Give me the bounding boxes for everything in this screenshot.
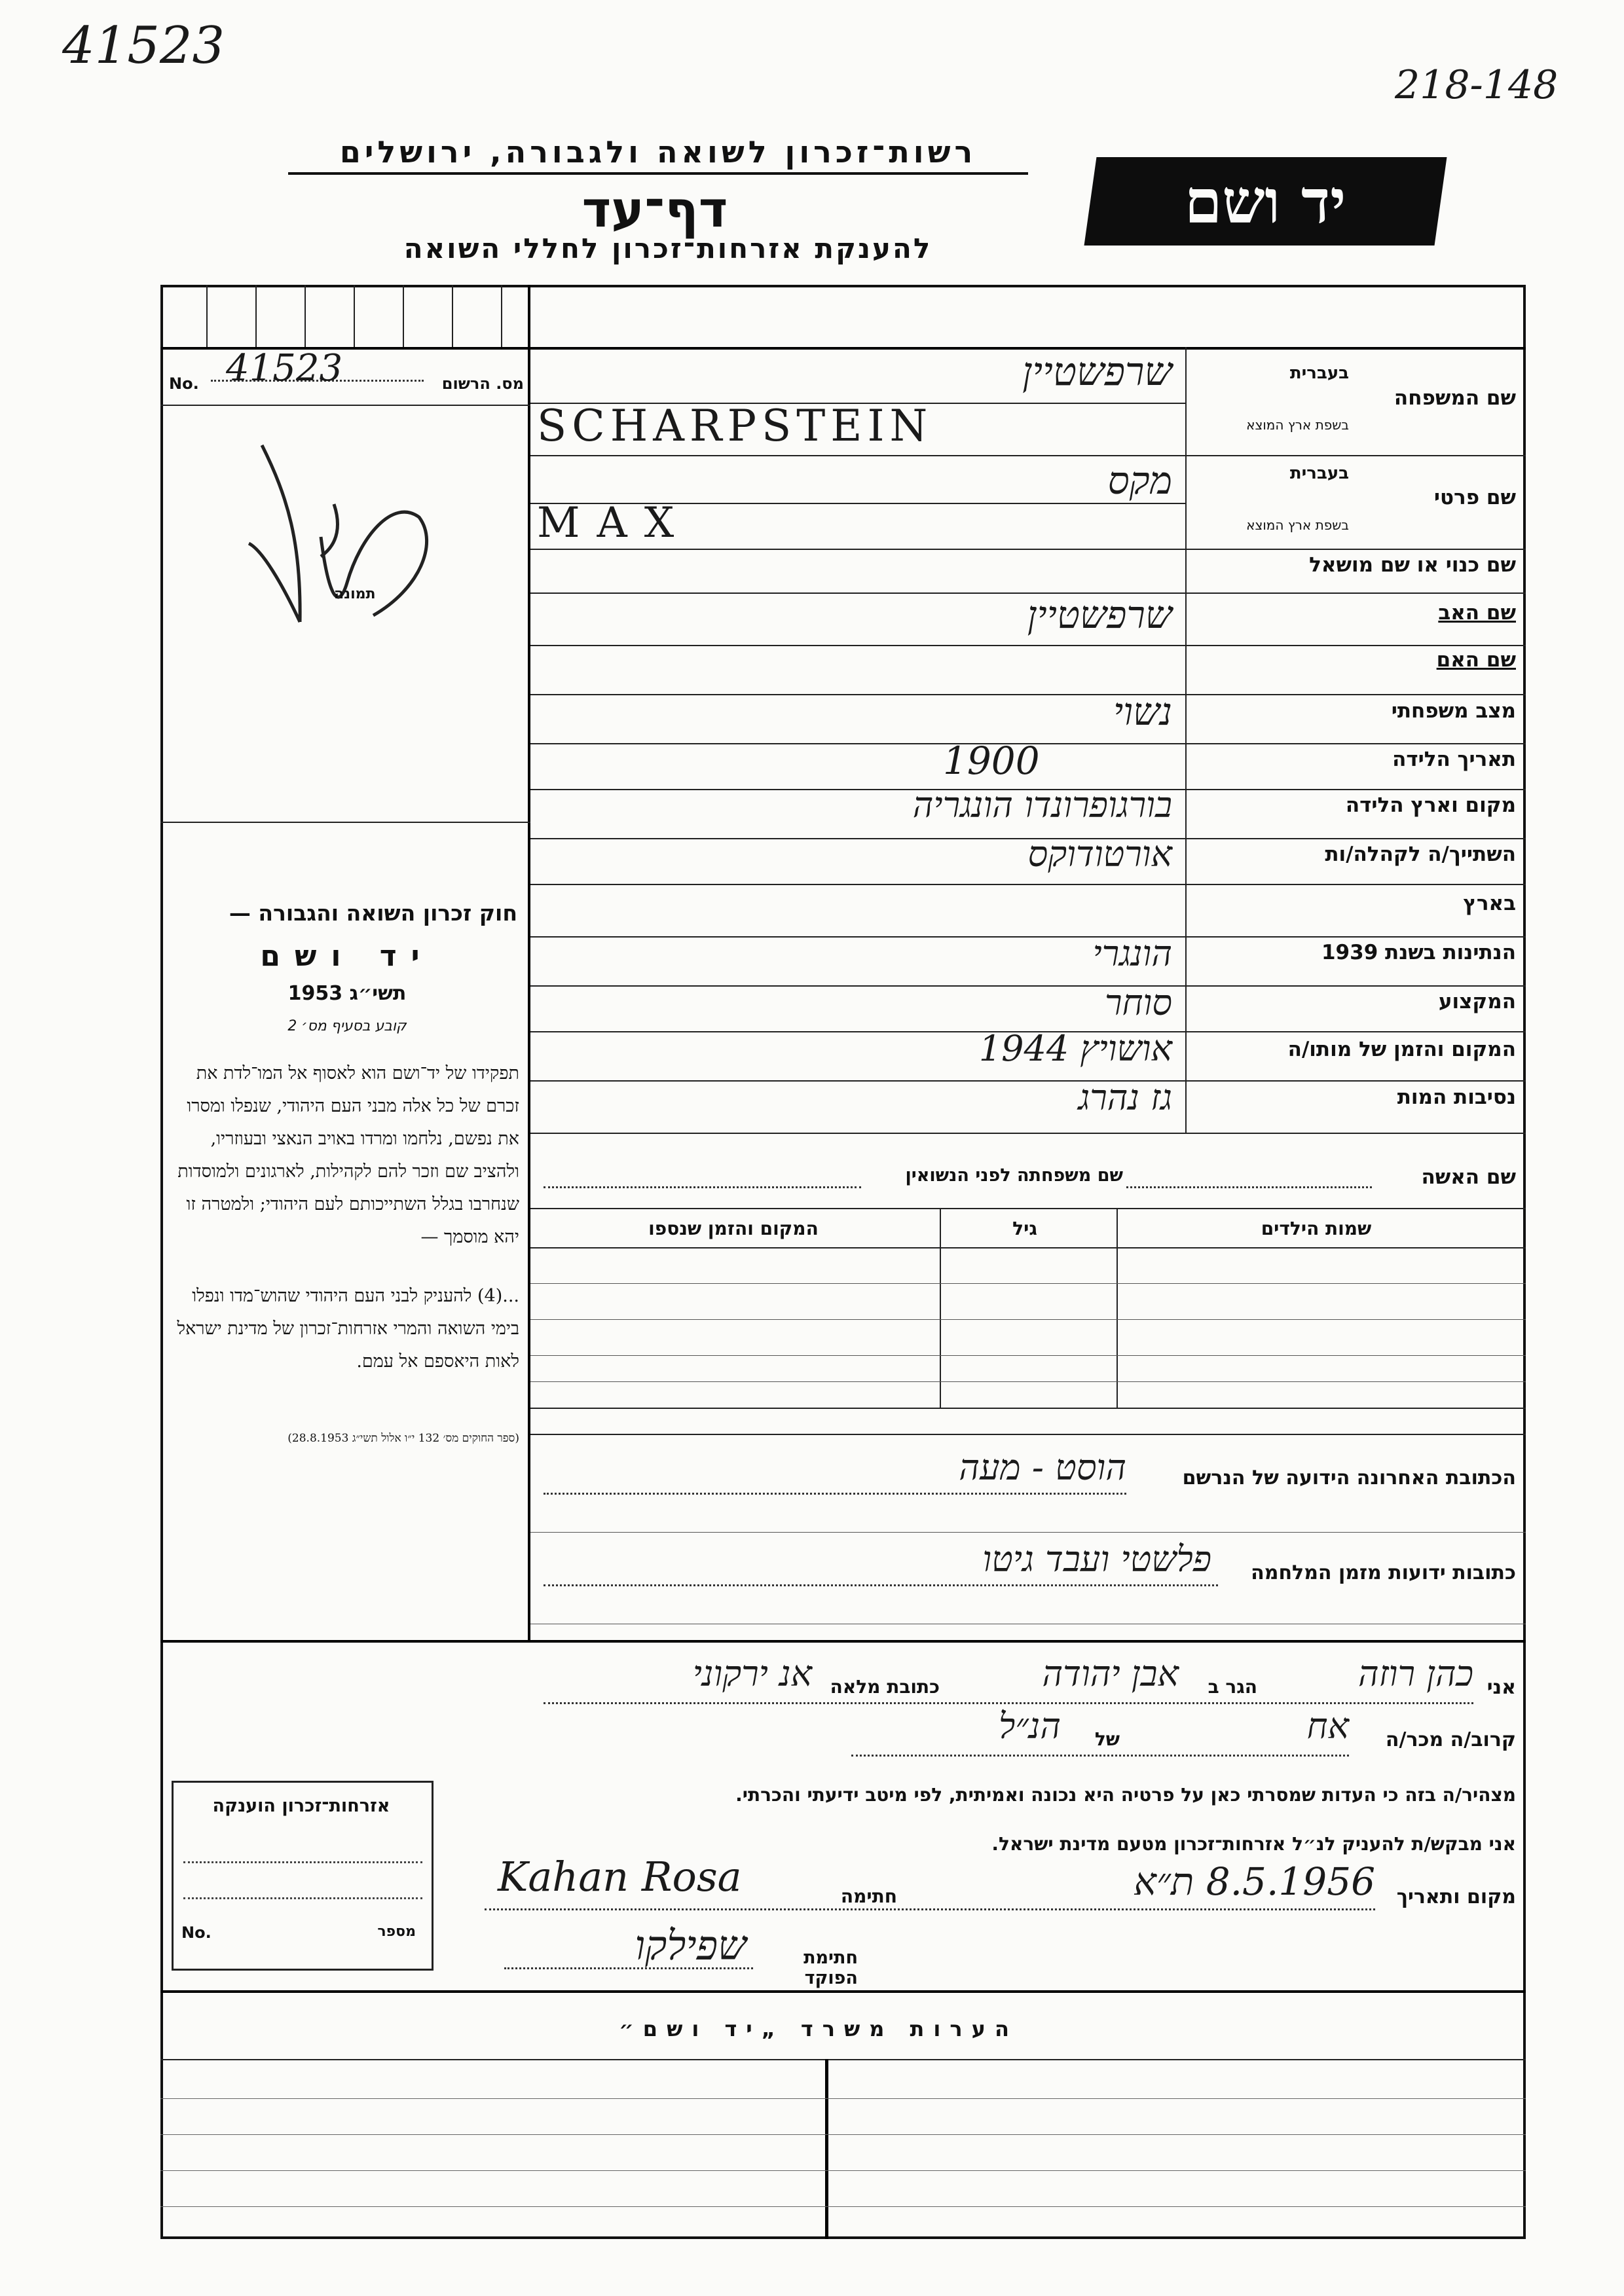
authority-title: רשות־זכרון לשואה ולגבורה, ירושלים <box>288 134 1028 175</box>
wife-field <box>1126 1186 1372 1188</box>
label-community: השתייך/ה לקהלה/ות <box>1325 843 1516 866</box>
page-subtitle: להענקת אזרחות־זכרון לחללי השואה <box>403 232 932 264</box>
decl-signature-label: חתימה <box>840 1886 897 1907</box>
decl-relative-label: קרוב/ה מכר/ה <box>1385 1728 1516 1751</box>
label-first-origin: בשפת ארץ המוצא <box>1246 517 1349 533</box>
archive-code: 218-148 <box>1395 62 1559 108</box>
handwritten-registration-number: 41523 <box>62 16 225 75</box>
value-war-addresses: פלשטי ועבד גיטו <box>982 1539 1211 1580</box>
citizenship-no-label: No. <box>181 1923 212 1942</box>
label-first-name: שם פרטי <box>1433 486 1516 509</box>
citizenship-box-title: אזרחות־זכרון הוענקה <box>212 1796 390 1816</box>
value-last-address: הוסט - מעה <box>959 1447 1126 1488</box>
decl-statement: מצהיר/ה בזה כי העדות שמסרתי כאן על פרטיה היא נכונה ואמיתית, לפי מיטב ידיעתי והכרתי. <box>735 1784 1516 1806</box>
value-family-origin: SCHARPSTEIN <box>537 401 933 451</box>
label-family-origin: בשפת ארץ המוצא <box>1246 417 1349 433</box>
decl-of-label: של <box>1094 1728 1120 1750</box>
wife-maiden-field <box>544 1186 861 1188</box>
page-title: דף־עד <box>581 180 728 238</box>
label-country: בארץ <box>1463 892 1516 915</box>
children-header-place: המקום והזמן שנספו <box>648 1218 819 1239</box>
law-source: (ספר החוקים מס׳ 132 י״ו אלול תשי״ג 28.8.1953) <box>287 1432 519 1445</box>
decl-request: אני מבקש/ת להעניק לנ״ל אזרחות־זכרון מטעם מדינת ישראל. <box>991 1833 1516 1855</box>
value-death-place-time: אושויץ 1944 <box>978 1028 1172 1069</box>
law-text-2: ...(4) להעניק לבני העם היהודי שהוש־מדו ונפלו בימי השואה והמרי אזרחות־זכרון של מדינת ישראל לאות היאספם אל עמם. <box>177 1286 519 1372</box>
children-header-age: גיל <box>1012 1218 1037 1239</box>
label-mother-name: שם האם <box>1436 648 1516 672</box>
decl-of-value: הנ״ל <box>999 1705 1061 1747</box>
label-birth-date: תאריך הלידה <box>1392 748 1516 771</box>
value-first-hebrew: מקס <box>1107 458 1172 503</box>
remarks-title: הערות משרד „יד ושם״ <box>619 2016 1018 2041</box>
photo-label: תמונה <box>334 586 376 602</box>
decl-resides-label: הגר ב <box>1208 1676 1257 1698</box>
citizenship-box <box>172 1781 434 1971</box>
label-marital-status: מצב משפחתי <box>1391 699 1516 723</box>
value-birth-date: 1900 <box>943 738 1040 783</box>
decl-address-label: כתובת מלאה <box>830 1676 940 1698</box>
value-family-hebrew: שרפשטיין <box>1022 349 1172 395</box>
decl-place-date-label: מקום ותאריך <box>1396 1886 1516 1908</box>
value-nationality-1939: הונגרי <box>1092 933 1172 974</box>
label-nationality-1939: הנתינות בשנת 1939 <box>1321 941 1516 964</box>
decl-i-value: כהן רוזה <box>1357 1653 1473 1694</box>
value-father-name: שרפשטיין <box>1027 592 1172 637</box>
label-nickname: שם כנוי או שם מושאל <box>1309 553 1516 577</box>
label-war-addresses: כתובות ידועות מזמן המלחמה <box>1251 1561 1516 1584</box>
registration-hebrew-label: מס. הרשום <box>441 374 524 393</box>
label-father-name: שם האב <box>1438 601 1516 625</box>
label-profession: המקצוע <box>1438 990 1516 1013</box>
value-birth-place: בורגופרונדו הונגריה <box>912 784 1172 826</box>
label-death-place-time: המקום והזמן של מותו/ה <box>1287 1038 1516 1061</box>
decl-resides-value: אבן יהודה <box>1042 1653 1179 1694</box>
label-family-hebrew: בעברית <box>1289 363 1349 383</box>
law-text-1: תפקידו של יד־ושם הוא לאסוף אל המו־לדת את זכרם של כל אלה מבני העם היהודי, שנפלו ומסרו את נפשם, נלחמו ומרדו באויב הנאצי ובעוזריו, ולהציב שם וזכר להם לקהילות, לארגונים ולמוסדות שנחרבו בגלל השתייכותם לעם היהודי; ולמטרה זו יהא מוסמך — <box>177 1063 519 1247</box>
label-first-hebrew: בעברית <box>1289 464 1349 483</box>
decl-relative-value: אח <box>1306 1705 1349 1747</box>
law-year: תשי״ג 1953 <box>287 982 407 1005</box>
label-last-address: הכתובת האחרונה הידועה של הנרשם <box>1182 1467 1516 1489</box>
photo-signature-scribble <box>223 419 511 681</box>
decl-place-date-value: 8.5.1956 ת״א <box>1134 1859 1375 1904</box>
label-wife-maiden: שם משפחתה לפני הנשואין <box>905 1165 1123 1186</box>
photo-area <box>223 419 511 681</box>
value-first-origin: MAX <box>537 499 692 547</box>
value-community: אורטודוקס <box>1027 833 1172 875</box>
label-family-name: שם המשפחה <box>1393 386 1516 410</box>
decl-i-label: אני <box>1486 1676 1516 1699</box>
value-profession: סוחר <box>1104 982 1172 1023</box>
decl-official-value: שפילקו <box>635 1922 747 1969</box>
yad-vashem-logo <box>1084 157 1447 246</box>
value-marital-status: נשוי <box>1113 689 1172 734</box>
value-death-circumstances: גז נהרג <box>1078 1077 1172 1118</box>
label-birth-place: מקום וארץ הלידה <box>1345 793 1516 817</box>
registration-number: 41523 <box>226 347 343 390</box>
children-header-names: שמות הילדים <box>1261 1218 1372 1239</box>
law-clause: קובע בסעיף מס׳ 2 <box>287 1018 407 1034</box>
law-title: חוק זכרון השואה והגבורה — <box>229 900 517 926</box>
logo-text: יד ושם <box>1185 166 1346 237</box>
label-wife: שם האשה <box>1421 1165 1516 1189</box>
citizenship-number-label: מספר <box>377 1923 416 1940</box>
law-name: יד ושם <box>260 939 434 973</box>
decl-official-label: חתימת הפוקד <box>803 1948 858 1988</box>
label-death-circumstances: נסיבות המות <box>1397 1085 1516 1109</box>
decl-signature-value: Kahan Rosa <box>498 1853 742 1901</box>
registration-no-label: No. <box>169 374 199 393</box>
decl-address-value: אנ ירקוני <box>692 1653 812 1694</box>
